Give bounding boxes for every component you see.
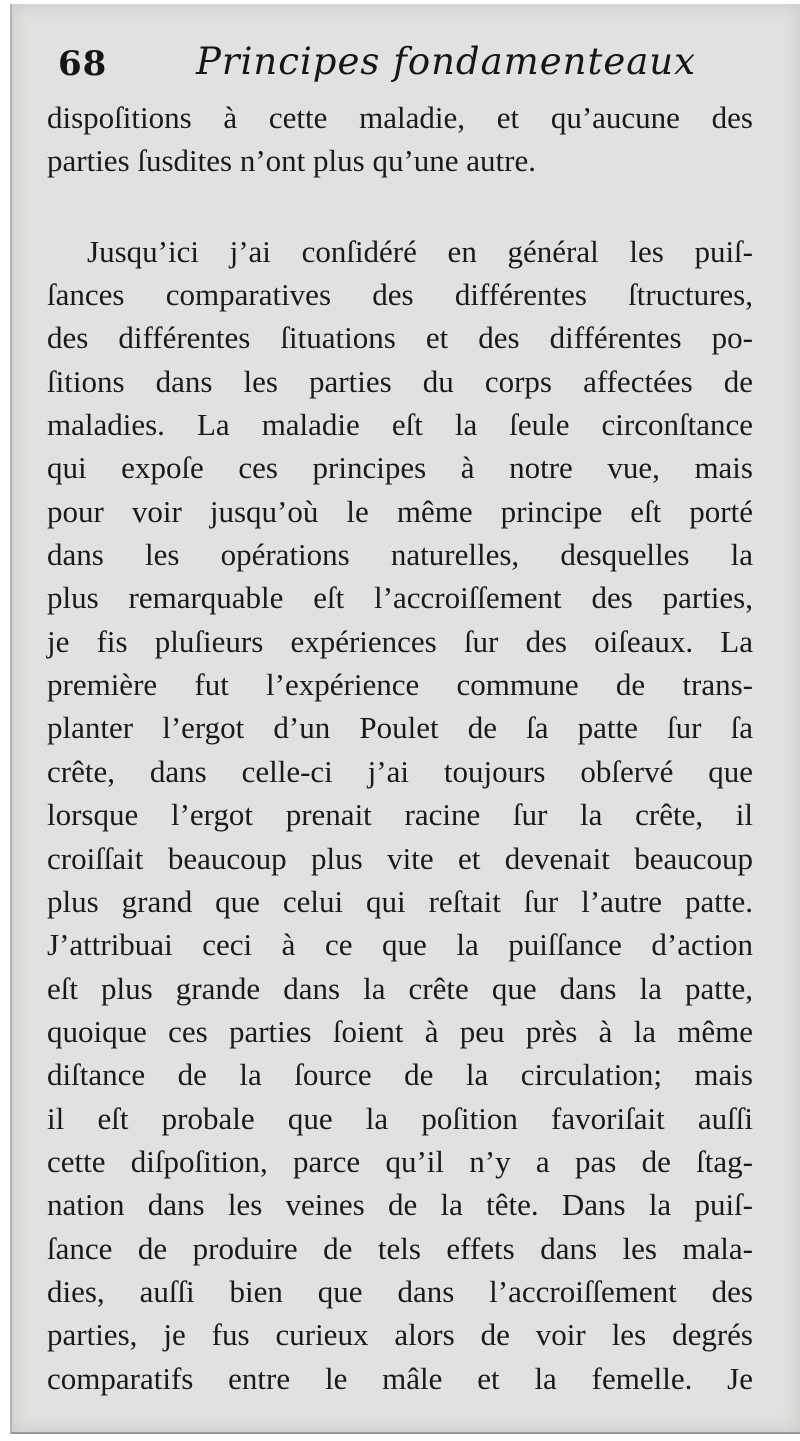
text-line: J’attribuai ceci à ce que la puiſſance d’action	[47, 927, 753, 963]
text-line: première fut l’expérience commune de trans-	[47, 667, 753, 703]
paragraph	[47, 230, 753, 1400]
page-header	[58, 40, 758, 100]
text-line: nation dans les veines de la tête. Dans la puiſ-	[47, 1187, 753, 1223]
text-line: dispoſitions à cette maladie, et qu’aucune des	[47, 100, 753, 135]
text-line: je fis pluſieurs expériences ſur des oiſeaux. La	[47, 623, 753, 659]
text-line: maladies. La maladie eſt la ſeule circonſtance	[47, 407, 753, 443]
running-title: Principes fondamenteaux	[196, 40, 697, 83]
text-line: planter l’ergot d’un Poulet de ſa patte ſur ſa	[47, 710, 753, 746]
text-line: dies, auſſi bien que dans l’accroiſſement des	[47, 1273, 753, 1309]
text-line: pour voir jusqu’où le même principe eſt porté	[47, 493, 753, 529]
text-line: qui expoſe ces principes à notre vue, mais	[47, 450, 753, 486]
text-line: dans les opérations naturelles, desquelles la	[47, 537, 753, 573]
text-line: ſitions dans les parties du corps affectées de	[47, 363, 753, 399]
paragraph-continuation	[47, 96, 753, 183]
page-number: 68	[58, 44, 108, 84]
text-line: eſt plus grande dans la crête que dans la patte,	[47, 970, 753, 1006]
text-line: diſtance de la ſource de la circulation; mais	[47, 1057, 753, 1093]
text-line: croiſſait beaucoup plus vite et devenait beaucoup	[47, 840, 753, 876]
text-line: quoique ces parties ſoient à peu près à la même	[47, 1013, 753, 1049]
text-line: lorsque l’ergot prenait racine ſur la crête, il	[47, 797, 753, 833]
text-line: parties ſusdites n’ont plus qu’une autre.	[47, 143, 537, 179]
text-line: cette diſpoſition, parce qu’il n’y a pas de ſtag-	[47, 1143, 753, 1179]
text-line: comparatifs entre le mâle et la femelle. Je	[47, 1360, 753, 1396]
text-line: Jusqu’ici j’ai conſidéré en général les puiſ-	[87, 233, 753, 269]
text-line: ſance de produire de tels effets dans les mala-	[47, 1230, 753, 1266]
body-text	[47, 96, 753, 1400]
text-line: plus remarquable eſt l’accroiſſement des parties,	[47, 580, 753, 616]
paragraph-gap	[47, 183, 753, 230]
text-line: ſances comparatives des différentes ſtructures,	[47, 277, 753, 313]
text-line: crête, dans celle-ci j’ai toujours obſervé que	[47, 753, 753, 789]
text-line: plus grand que celui qui reſtait ſur l’autre patte.	[47, 883, 753, 919]
text-line: parties, je fus curieux alors de voir les degrés	[47, 1317, 753, 1353]
text-line: des différentes ſituations et des différentes po-	[47, 320, 753, 356]
text-line: il eſt probale que la poſition favoriſait auſſi	[47, 1100, 753, 1136]
